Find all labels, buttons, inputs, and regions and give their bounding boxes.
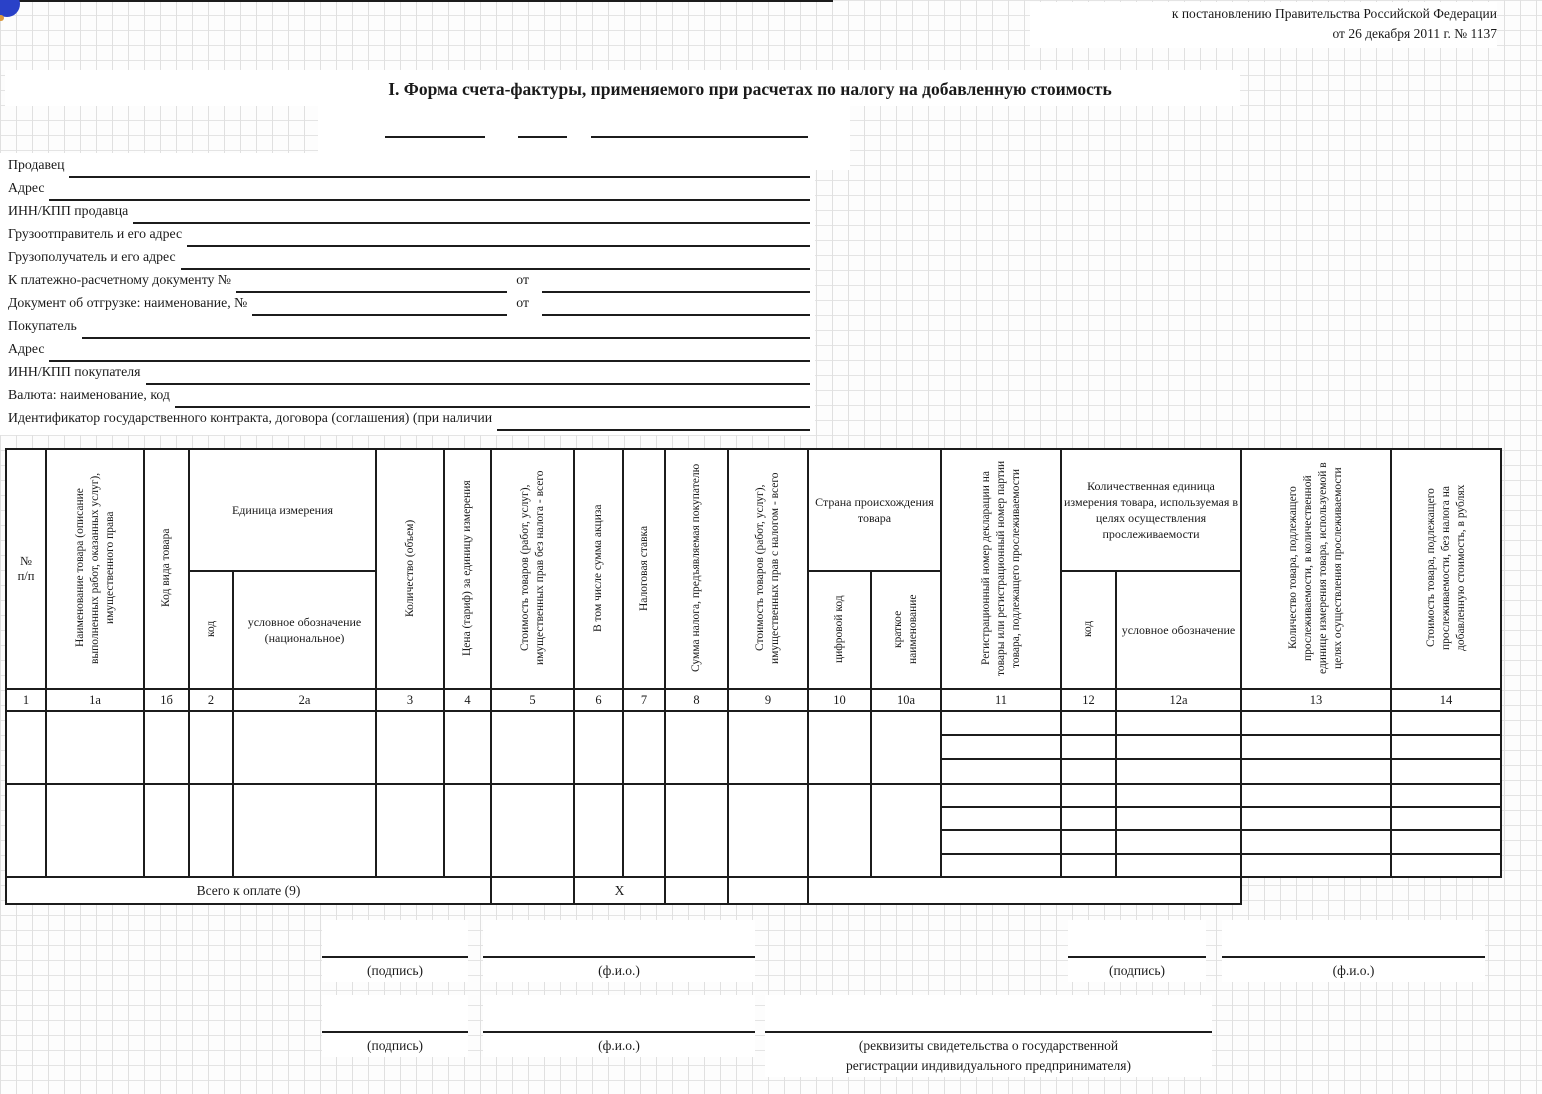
col-header-trace-quantity: Количество товара, подлежащего прослеживаемости, в количественной единице измерения товара, используемой в целях осуществления прослеживаемости	[1241, 449, 1391, 689]
seller-address-input-line[interactable]	[49, 180, 810, 201]
body-cell[interactable]	[46, 784, 144, 877]
consignee-input-line[interactable]	[181, 249, 810, 270]
signature-line[interactable]	[322, 995, 468, 1033]
consignor-label: Грузоотправитель и его адрес	[8, 226, 183, 241]
payment-doc-number-line[interactable]	[236, 272, 507, 293]
field-row-shipping-doc	[8, 295, 810, 316]
signature-caption: (ф.и.о.)	[1332, 963, 1375, 978]
consignee-label: Грузополучатель и его адрес	[8, 249, 176, 264]
signature-slot-entrepreneur-certificate	[765, 995, 1212, 1077]
buyer-address-input-line[interactable]	[49, 341, 810, 362]
col-header-country-short: краткое наименование	[871, 571, 941, 689]
shipping-doc-date-line[interactable]	[542, 295, 810, 316]
certificate-caption-line1: (реквизиты свидетельства о государственной	[858, 1038, 1119, 1053]
buyer-label: Покупатель	[8, 318, 77, 333]
body-cell[interactable]	[1391, 830, 1501, 854]
certificate-caption-line2: регистрации индивидуального предпринимателя)	[846, 1058, 1131, 1073]
body-cell[interactable]	[1061, 711, 1116, 735]
invoice-date-line[interactable]	[591, 136, 808, 138]
col-number: 6	[574, 689, 623, 711]
signature-slot-entrepreneur-sign	[322, 995, 468, 1057]
body-cell[interactable]	[376, 784, 444, 877]
body-cell[interactable]	[1391, 759, 1501, 784]
invoice-number-line[interactable]	[385, 136, 485, 138]
invoice-date-prefix-line[interactable]	[518, 136, 567, 138]
col-number: 7	[623, 689, 665, 711]
signature-slot-accountant-sign	[1068, 920, 1206, 982]
seller-address-label: Адрес	[8, 180, 45, 195]
body-cell[interactable]	[871, 711, 941, 784]
body-cell[interactable]	[1241, 830, 1391, 854]
signature-slot-head-sign	[322, 920, 468, 982]
col-header-tax-amount: Сумма налога, предъявляемая покупателю	[665, 449, 728, 689]
payment-doc-from-label: от	[516, 272, 529, 287]
body-cell[interactable]	[6, 784, 46, 877]
presence-dot-orange	[0, 15, 4, 21]
body-cell[interactable]	[444, 784, 491, 877]
total-tax-amount-cell[interactable]	[665, 877, 728, 904]
column-number-row	[6, 689, 1501, 711]
col-header-price: Цена (тариф) за единицу измерения	[444, 449, 491, 689]
body-cell[interactable]	[1116, 807, 1241, 830]
col-number: 5	[491, 689, 574, 711]
decree-note	[1030, 2, 1497, 48]
total-row	[6, 877, 1501, 904]
certificate-line[interactable]	[765, 995, 1212, 1033]
body-row-1-sub-1	[6, 711, 1501, 735]
body-cell[interactable]	[1241, 759, 1391, 784]
seller-inn-input-line[interactable]	[133, 203, 810, 224]
body-row-2-sub-1	[6, 784, 1501, 807]
col-header-unit-symbol: условное обозначение (национальное)	[233, 571, 376, 689]
shipping-doc-number-line[interactable]	[252, 295, 507, 316]
buyer-input-line[interactable]	[82, 318, 810, 339]
body-cell[interactable]	[665, 784, 728, 877]
body-cell[interactable]	[1241, 784, 1391, 807]
body-cell[interactable]	[144, 711, 189, 784]
body-cell[interactable]	[1061, 830, 1116, 854]
field-row-seller-address	[8, 180, 810, 201]
body-cell[interactable]	[1116, 784, 1241, 807]
body-cell[interactable]	[1241, 711, 1391, 735]
body-cell[interactable]	[1116, 830, 1241, 854]
col-number: 10	[808, 689, 871, 711]
total-cost-with-tax-cell[interactable]	[728, 877, 808, 904]
body-cell[interactable]	[728, 711, 808, 784]
page-title: I. Форма счета-фактуры, применяемого при расчетах по налогу на добавленную стоимость	[388, 79, 1112, 99]
signature-line[interactable]	[1068, 920, 1206, 958]
col-group-country: Страна происхождения товара	[808, 449, 941, 571]
payment-doc-date-line[interactable]	[542, 272, 810, 293]
body-cell[interactable]	[1391, 854, 1501, 877]
body-cell[interactable]	[1391, 735, 1501, 759]
col-number: 14	[1391, 689, 1501, 711]
header-row-1	[6, 449, 1501, 571]
body-cell[interactable]	[6, 711, 46, 784]
body-cell[interactable]	[1241, 807, 1391, 830]
total-row-empty-area	[808, 877, 1241, 904]
body-cell[interactable]	[491, 784, 574, 877]
signature-caption: (подпись)	[366, 963, 424, 978]
col-header-excise: В том числе сумма акциза	[574, 449, 623, 689]
buyer-address-label: Адрес	[8, 341, 45, 356]
total-label: Всего к оплате (9)	[6, 877, 491, 904]
body-cell[interactable]	[1116, 759, 1241, 784]
body-cell[interactable]	[46, 711, 144, 784]
field-row-payment-doc	[8, 272, 810, 293]
body-cell[interactable]	[941, 807, 1061, 830]
body-cell[interactable]	[1061, 784, 1116, 807]
signature-slot-accountant-name	[1222, 920, 1485, 982]
col-header-num-top: №	[20, 554, 32, 568]
col-header-unit-code: код	[189, 571, 233, 689]
body-cell[interactable]	[189, 711, 233, 784]
col-header-kind-code: Код вида товара	[144, 449, 189, 689]
body-cell[interactable]	[574, 711, 623, 784]
col-header-trace-unit-code: код	[1061, 571, 1116, 689]
col-header-name: Наименование товара (описание выполненных работ, оказанных услуг), имущественного права	[46, 449, 144, 689]
signature-caption: (подпись)	[1108, 963, 1166, 978]
col-header-trace-unit-symbol: условное обозначение	[1116, 571, 1241, 689]
invoice-table	[5, 448, 1502, 905]
total-x-cell: Х	[574, 877, 665, 904]
col-number: 1	[6, 689, 46, 711]
body-cell[interactable]	[1061, 807, 1116, 830]
col-header-reg-number: Регистрационный номер декларации на товары или регистрационный номер партии товара, подлежащего прослеживаемости	[941, 449, 1061, 689]
body-cell[interactable]	[1061, 759, 1116, 784]
col-number: 8	[665, 689, 728, 711]
body-cell[interactable]	[1391, 807, 1501, 830]
body-cell[interactable]	[144, 784, 189, 877]
body-cell[interactable]	[491, 711, 574, 784]
buyer-inn-label: ИНН/КПП покупателя	[8, 364, 141, 379]
seller-input-line[interactable]	[69, 157, 810, 178]
col-number: 11	[941, 689, 1061, 711]
presence-dot-blue	[0, 0, 20, 17]
body-cell[interactable]	[623, 784, 665, 877]
field-row-currency	[8, 387, 810, 408]
field-row-gov-contract	[8, 410, 810, 431]
signature-line[interactable]	[322, 920, 468, 958]
col-group-unit: Единица измерения	[189, 449, 376, 571]
signature-caption: (ф.и.о.)	[598, 1038, 640, 1053]
col-number: 3	[376, 689, 444, 711]
col-header-cost-no-tax: Стоимость товаров (работ, услуг), имущественных прав без налога - всего	[491, 449, 574, 689]
col-number: 1а	[46, 689, 144, 711]
body-cell[interactable]	[233, 784, 376, 877]
field-row-consignee	[8, 249, 810, 270]
col-header-num	[6, 449, 46, 689]
body-cell[interactable]	[1116, 854, 1241, 877]
total-cost-no-tax-cell[interactable]	[491, 877, 574, 904]
body-cell[interactable]	[871, 784, 941, 877]
currency-input-line[interactable]	[175, 387, 810, 408]
col-number: 2	[189, 689, 233, 711]
signature-line[interactable]	[1222, 920, 1485, 958]
consignor-input-line[interactable]	[187, 226, 810, 247]
signature-line[interactable]	[483, 995, 755, 1033]
signature-slot-entrepreneur-name	[483, 995, 755, 1057]
body-cell[interactable]	[1116, 735, 1241, 759]
col-header-quantity: Количество (объем)	[376, 449, 444, 689]
payment-doc-label: К платежно-расчетному документу №	[8, 272, 232, 287]
col-number: 13	[1241, 689, 1391, 711]
body-cell[interactable]	[623, 711, 665, 784]
body-cell[interactable]	[1241, 854, 1391, 877]
body-cell[interactable]	[233, 711, 376, 784]
col-number: 9	[728, 689, 808, 711]
body-cell[interactable]	[574, 784, 623, 877]
shipping-doc-from-label: от	[516, 295, 529, 310]
gov-contract-input-line[interactable]	[497, 410, 810, 431]
seller-inn-label: ИНН/КПП продавца	[8, 203, 129, 218]
body-cell[interactable]	[728, 784, 808, 877]
body-cell[interactable]	[941, 784, 1061, 807]
body-cell[interactable]	[941, 759, 1061, 784]
decree-note-line1: к постановлению Правительства Российской Федерации	[1171, 6, 1497, 21]
signature-caption: (ф.и.о.)	[598, 963, 640, 978]
gov-contract-label: Идентификатор государственного контракта, договора (соглашения) (при наличии	[8, 410, 493, 425]
body-cell[interactable]	[808, 711, 871, 784]
body-cell[interactable]	[1391, 784, 1501, 807]
seller-label: Продавец	[8, 157, 65, 172]
field-row-buyer-inn	[8, 364, 810, 385]
body-cell[interactable]	[189, 784, 233, 877]
signature-slot-head-name	[483, 920, 755, 982]
body-cell[interactable]	[376, 711, 444, 784]
col-number: 1б	[144, 689, 189, 711]
field-row-seller	[8, 157, 810, 178]
col-number: 12а	[1116, 689, 1241, 711]
body-cell[interactable]	[1061, 735, 1116, 759]
col-header-country-code: цифровой код	[808, 571, 871, 689]
body-cell[interactable]	[1116, 711, 1241, 735]
col-header-trace-cost: Стоимость товара, подлежащего прослеживаемости, без налога на добавленную стоимость, в рублях	[1391, 449, 1501, 689]
col-number: 4	[444, 689, 491, 711]
field-row-seller-inn	[8, 203, 810, 224]
top-border-line	[0, 0, 833, 2]
col-header-num-bottom: п/п	[17, 569, 35, 583]
field-row-buyer	[8, 318, 810, 339]
body-cell[interactable]	[941, 711, 1061, 735]
body-cell[interactable]	[808, 784, 871, 877]
body-cell[interactable]	[941, 830, 1061, 854]
col-group-trace-unit: Количественная единица измерения товара, используемая в целях осуществления прослеживаемости	[1061, 449, 1241, 571]
body-cell[interactable]	[444, 711, 491, 784]
buyer-inn-input-line[interactable]	[146, 364, 810, 385]
col-number: 10а	[871, 689, 941, 711]
col-header-cost-with-tax: Стоимость товаров (работ, услуг), имущественных прав с налогом - всего	[728, 449, 808, 689]
decree-note-line2: от 26 декабря 2011 г. № 1137	[1332, 26, 1497, 41]
field-row-buyer-address	[8, 341, 810, 362]
signature-line[interactable]	[483, 920, 755, 958]
body-cell[interactable]	[665, 711, 728, 784]
body-cell[interactable]	[1391, 711, 1501, 735]
col-number: 2а	[233, 689, 376, 711]
body-cell[interactable]	[941, 735, 1061, 759]
currency-label: Валюта: наименование, код	[8, 387, 170, 402]
col-number: 12	[1061, 689, 1116, 711]
body-cell[interactable]	[1061, 854, 1116, 877]
body-cell[interactable]	[941, 854, 1061, 877]
body-cell[interactable]	[1241, 735, 1391, 759]
signature-caption: (подпись)	[366, 1038, 424, 1053]
shipping-doc-label: Документ об отгрузке: наименование, №	[8, 295, 248, 310]
col-header-tax-rate: Налоговая ставка	[623, 449, 665, 689]
field-row-consignor	[8, 226, 810, 247]
